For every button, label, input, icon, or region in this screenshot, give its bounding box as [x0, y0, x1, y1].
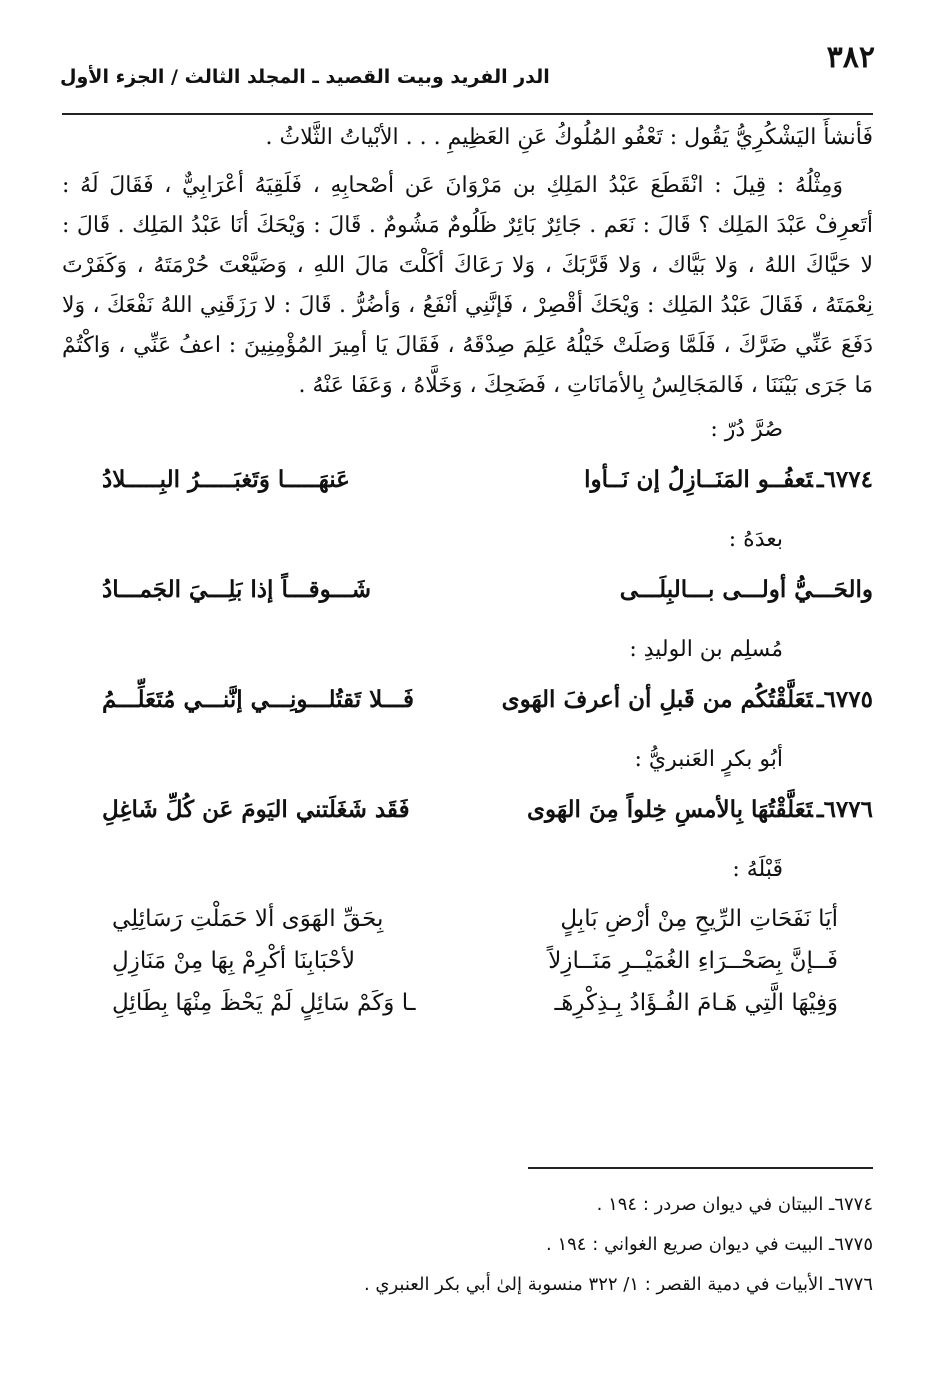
verse-number: ٦٧٧٤ـ [816, 466, 873, 493]
poem-line [62, 986, 873, 1028]
footnote-6774: ٦٧٧٤ـ البيتان في ديوان صردر : ١٩٤ . [596, 1194, 873, 1215]
footnotes [62, 1185, 873, 1305]
poet-label: أبُو بكرٍ العَنبريُّ : [634, 747, 783, 772]
verse-second-hemistich: فَـــلا تَقتُلـــونِـــي إنَّنـــي مُتَعَلِّـــمُ [102, 686, 415, 713]
verse-second-hemistich: فَقَد شَغَلَتني اليَومَ عَن كُلِّ شَاغِلِ [102, 796, 410, 823]
hemistich-text: تَعَلَّقْتُكُم من قَبلِ أن أعرفَ الهَوى [501, 686, 813, 713]
poem-first-hemistich: فَــإنَّ بِصَحْــرَاءِ الغُمَيْــرِ مَنَــازِلاً [548, 948, 838, 974]
footnote-6776: ٦٧٧٦ـ الأبيات في دمية القصر : ١/ ٣٢٢ منسوبة إلىٰ أبي بكر العنبري . [363, 1274, 873, 1295]
verse-6774 [62, 456, 873, 514]
page-header [60, 40, 875, 100]
verse-second-hemistich: شَـــوقـــاً إذا بَلِـــيَ الجَمـــادُ [102, 576, 372, 603]
hemistich-text: تَعفُــو المَنَــازِلُ إن نَــأوا [584, 466, 813, 493]
verse-first-hemistich [513, 796, 873, 823]
verse-number: ٦٧٧٦ـ [816, 796, 873, 823]
poem-block [62, 902, 873, 1028]
page-number: ٣٨٢ [826, 40, 875, 75]
poem-second-hemistich: بِحَقِّ الهَوَى ألا حَمَلْتِ رَسَائِلِي [112, 906, 384, 932]
header-divider [62, 113, 873, 115]
verse-second-hemistich: عَنهَـــــا وَتَغبَـــــرُ البِـــــلادُ [102, 466, 350, 493]
poem-second-hemistich: لأحْبَابِنَا أكْرِمْ بِهَا مِنْ مَنَازِلِ [112, 948, 356, 974]
verse-first-hemistich [513, 466, 873, 493]
running-title: الدر الفريد وبيت القصيد ـ المجلد الثالث / الجزء الأول [60, 66, 550, 88]
poem-first-hemistich: وَفِيْهَا الَّتِي هَـامَ الفُـؤَادُ بِـذِكْرِهَـ [554, 990, 838, 1016]
poet-label: صُرَّ دُرّ : [710, 417, 783, 442]
poem-line [62, 944, 873, 986]
story-paragraph: وَمِثْلُهُ : قِيلَ : انْقَطَعَ عَبْدُ المَلِكِ بن مَرْوَانَ عَن أصْحابِهِ ، فَلَقِيَهُ أعْرَابِيٌّ ، فَقَالَ لَهُ : أتَعرِفْ عَبْدَ المَلِك ؟ قَالَ : نَعَم . جَائِرٌ بَائِرٌ ظَلُومٌ مَشُومٌ . قَالَ : وَيْحَكَ أنَا عَبْدُ المَلِك . قَالَ : لا حَيَّاكَ اللهُ ، وَلا بَيَّاك ، وَلا قَرَّبَكَ ، وَلا رَعَاكَ أكَلْتَ مَالَ اللهِ ، وَضَيَّعْتَ حُرْمَتَهُ ، وَكَفَرْتَ نِعْمَتَهُ ، فَقَالَ عَبْدُ المَلِك : وَيْحَكَ أقْصِرْ ، فَإنَّنِي أنْفَعُ ، وَأضُرُّ . قَالَ : لا رَزَقَنِي اللهُ نَفْعَكَ ، وَلا دَفَعَ عَنِّي ضَرَّكَ ، فَلَمَّا وَصَلَتْ خَيْلُهُ عَلِمَ صِدْقَهُ ، فَقَالَ يَا أمِيرَ المُؤْمِنِينَ : اعفُ عَنِّي ، وَاكْتُمْ مَا جَرَى بَيْنَنَا ، فَالمَجَالِسُ بِالأمَانَاتِ ، فَضَحِكَ ، وَخَلَّاهُ ، وَعَفَا عَنْهُ . [62, 173, 873, 398]
footnote-6775: ٦٧٧٥ـ البيت في ديوان صريع الغواني : ١٩٤ . [546, 1234, 873, 1255]
poem-line [62, 902, 873, 944]
verse-after [62, 566, 873, 624]
main-text [62, 118, 873, 1028]
verse-first-hemistich: والحَـــيُّ أولـــى بـــالبِلَـــى [619, 576, 873, 603]
section-label: بعدَهُ : [728, 527, 783, 552]
verse-6776 [62, 786, 873, 844]
poet-label: مُسلِم بن الوليدِ : [629, 637, 783, 662]
verse-6775 [62, 676, 873, 734]
hemistich-text: تَعَلَّقْتُهَا بِالأمسِ خِلواً مِنَ الهَوى [526, 796, 813, 823]
footnote-divider [528, 1167, 873, 1169]
verse-number: ٦٧٧٥ـ [816, 686, 873, 713]
intro-line: فَأنشأَ اليَشْكُرِيُّ يَقُول : تَعْفُو المُلُوكُ عَنِ العَظِيمِ . . . الأبْياتُ الثَّلاثُ . [265, 125, 873, 150]
section-label: قَبْلَهُ : [732, 857, 783, 882]
poem-first-hemistich: أيَا نَفَحَاتِ الرِّيحِ مِنْ أرْضِ بَابِلٍ [560, 906, 838, 932]
poem-second-hemistich: ـا وَكَمْ سَائِلٍ لَمْ يَحْظَ مِنْهَا بِطَائِلِ [112, 990, 416, 1016]
verse-first-hemistich [501, 686, 873, 713]
